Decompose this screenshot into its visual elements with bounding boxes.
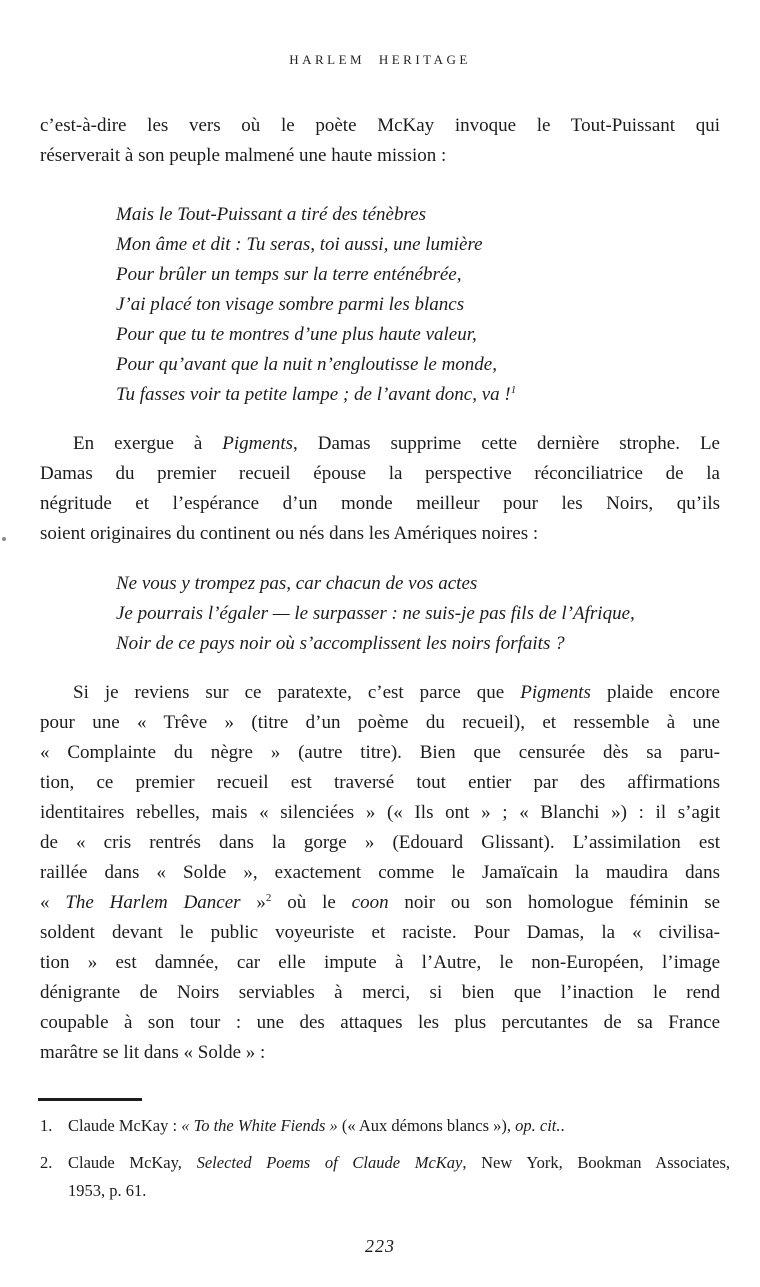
text-segment: réserverait à son peuple malmené une haute mission :: [40, 145, 447, 166]
text-line: [40, 1008, 720, 1038]
text-line: [68, 1112, 730, 1140]
poem-quote-ne-vous-y-trompez: [40, 569, 720, 659]
text-line: [116, 200, 720, 230]
text-line: [40, 459, 720, 489]
text-segment: où le: [271, 892, 352, 913]
text-segment: Damas du premier recueil épouse la perspective réconciliatrice de la: [40, 463, 720, 484]
text-segment: négritude et l’espérance d’un monde meilleur pour les Noirs, qu’ils: [40, 493, 720, 514]
text-segment: Tu fasses voir ta petite lampe ; de l’avant donc, va !: [116, 384, 511, 405]
text-segment: Mais le Tout-Puissant a tiré des ténèbres: [116, 204, 426, 225]
text-segment: tion, ce premier recueil est traversé tout entier par des affirmations: [40, 772, 720, 793]
text-line: [40, 111, 720, 141]
text-segment: .: [560, 1116, 565, 1135]
running-head: [0, 52, 760, 68]
text-segment: Je pourrais l’égaler — le surpasser : ne suis-je pas fils de l’Afrique,: [116, 603, 635, 624]
footnote-1-number: 1.: [40, 1116, 53, 1135]
running-head-title: HARLEM HERITAGE: [289, 52, 471, 67]
text-segment: The Harlem Dancer: [65, 892, 241, 913]
text-segment: tion » est damnée, car elle impute à l’Autre, le non-Européen, l’image: [40, 952, 720, 973]
text-line: [40, 141, 720, 171]
text-segment: « To the White Fiends »: [181, 1116, 338, 1135]
text-segment: Pigments: [520, 682, 591, 703]
text-line: [116, 599, 720, 629]
scan-speck: [2, 537, 6, 541]
text-segment: 1953, p. 61.: [68, 1181, 147, 1200]
text-line: [40, 429, 720, 459]
text-line: [116, 350, 720, 380]
text-segment: Si je reviens sur ce paratexte, c’est parce que: [73, 682, 521, 703]
text-segment: c’est-à-dire les vers où le poète McKay invoque le Tout-Puissant qui: [40, 115, 720, 136]
page-number: [0, 1236, 760, 1257]
text-line: [40, 828, 720, 858]
text-segment: pour une « Trêve » (titre d’un poème du recueil), et ressemble à une: [40, 712, 720, 733]
text-line: [40, 798, 720, 828]
text-segment: »: [240, 892, 266, 913]
text-line: [116, 629, 720, 659]
text-segment: coon: [351, 892, 389, 913]
text-line: [40, 678, 720, 708]
text-segment: identitaires rebelles, mais « silenciées » (« Ils ont » ; « Blanchi ») : il s’agit: [40, 802, 720, 823]
footnote-2-text: [68, 1149, 730, 1205]
text-line: [116, 380, 720, 410]
footnote-ref: 2: [265, 892, 272, 904]
text-segment: (« Aux démons blancs »),: [337, 1116, 516, 1135]
text-segment: Pigments: [222, 433, 294, 454]
text-segment: Claude McKay :: [68, 1116, 182, 1135]
text-line: [40, 948, 720, 978]
text-segment: En exergue à: [73, 433, 223, 454]
text-line: [116, 569, 720, 599]
text-segment: dénigrante de Noirs serviables à merci, si bien que l’inaction le rend: [40, 982, 720, 1003]
text-segment: Ne vous y trompez pas, car chacun de vos actes: [116, 573, 478, 594]
text-line: [40, 738, 720, 768]
paragraph-exergue-pigments: [40, 429, 720, 549]
text-segment: «: [40, 892, 66, 913]
paragraph-mckay-intro: [40, 111, 720, 171]
text-line: [68, 1177, 730, 1205]
text-segment: plaide encore: [590, 682, 720, 703]
poem-quote-tout-puissant: [40, 200, 720, 410]
footnote-2-number: 2.: [40, 1153, 53, 1172]
text-segment: Mon âme et dit : Tu seras, toi aussi, une lumière: [116, 234, 483, 255]
text-line: [40, 708, 720, 738]
text-line: [68, 1149, 730, 1177]
text-segment: Pour qu’avant que la nuit n’engloutisse le monde,: [116, 354, 497, 375]
text-segment: marâtre se lit dans « Solde » :: [40, 1042, 266, 1063]
text-line: [40, 768, 720, 798]
text-segment: , Damas supprime cette dernière strophe. Le: [293, 433, 720, 454]
text-line: [116, 260, 720, 290]
text-segment: Claude McKay,: [68, 1153, 197, 1172]
text-segment: « Complainte du nègre » (autre titre). Bien que censurée dès sa paru-: [40, 742, 720, 763]
text-segment: Pour que tu te montres d’une plus haute valeur,: [116, 324, 477, 345]
footnote-1-text: [68, 1112, 730, 1140]
text-segment: soient originaires du continent ou nés dans les Amériques noires :: [40, 523, 539, 544]
footnote-ref: 1: [510, 384, 517, 396]
text-line: [116, 290, 720, 320]
text-segment: soldent devant le public voyeuriste et raciste. Pour Damas, la « civilisa-: [40, 922, 720, 943]
text-line: [40, 888, 720, 918]
text-segment: Selected Poems of Claude McKay: [196, 1153, 463, 1172]
text-segment: , New York, Bookman Associates,: [462, 1153, 731, 1172]
text-segment: op. cit.: [515, 1116, 561, 1135]
page-number-value: 223: [365, 1236, 395, 1256]
text-line: [116, 230, 720, 260]
text-segment: de « cris rentrés dans la gorge » (Edouard Glissant). L’assimilation est: [40, 832, 720, 853]
text-segment: noir ou son homologue féminin se: [388, 892, 721, 913]
text-line: [40, 918, 720, 948]
text-line: [40, 519, 720, 549]
footnote-1: [40, 1112, 730, 1140]
text-segment: raillée dans « Solde », exactement comme le Jamaïcain la maudira dans: [40, 862, 720, 883]
text-line: [116, 320, 720, 350]
text-segment: J’ai placé ton visage sombre parmi les blancs: [116, 294, 465, 315]
text-line: [40, 1038, 720, 1068]
text-line: [40, 858, 720, 888]
footnote-separator: [38, 1098, 142, 1101]
footnote-2: [40, 1149, 730, 1205]
text-segment: Pour brûler un temps sur la terre enténébrée,: [116, 264, 462, 285]
text-segment: coupable à son tour : une des attaques les plus percutantes de sa France: [40, 1012, 720, 1033]
text-line: [40, 489, 720, 519]
text-line: [40, 978, 720, 1008]
text-segment: Noir de ce pays noir où s’accomplissent les noirs forfaits ?: [116, 633, 565, 654]
footnotes: [40, 1112, 730, 1205]
paragraph-si-je-reviens: [40, 678, 720, 1068]
